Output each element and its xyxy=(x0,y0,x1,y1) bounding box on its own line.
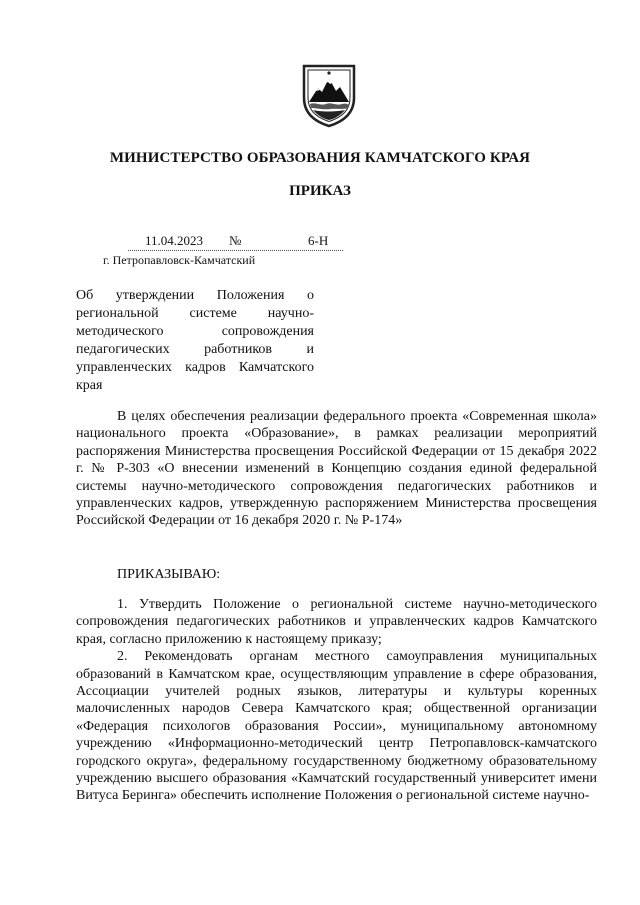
preamble-paragraph: В целях обеспечения реализации федерального проекта «Современная школа» национального проекта «Образование», в рамках реализации мероприятий распоряжения Министерства просвещения Российской Федерации от 15 декабря 2022 г. № Р-303 «О внесении изменений в Концепцию создания единой федеральной системы научно-методического сопровождения педагогических работников и управленческих кадров, утвержденную распоряжением Министерства просвещения Российской Федерации от 16 декабря 2020 г. № Р-174» xyxy=(76,409,597,529)
order-subject: Об утверждении Положения о региональной системе научно-методического сопровождения педагогических работников и управленческих кадров Камчатского края xyxy=(76,288,314,393)
order-word: ПРИКАЗЫВАЮ: xyxy=(117,567,221,582)
order-number: 6-Н xyxy=(308,233,329,248)
kamchatka-coat-of-arms-icon xyxy=(300,62,358,128)
order-item-1: 1. Утвердить Положение о региональной системе научно-методического сопровождения педагогических работников и управленческих кадров Камчатского края, согласно приложению к настоящему приказу; xyxy=(76,597,597,647)
ministry-title: МИНИСТЕРСТВО ОБРАЗОВАНИЯ КАМЧАТСКОГО КРАЯ xyxy=(109,150,531,166)
order-item-2: 2. Рекомендовать органам местного самоуправления муниципальных образований в Камчатском крае, осуществляющим управление в сфере образования, Ассоциации учителей родных языков, литературы и культуры коренных малочисленных народов Севера Камчатского края; общественной организации «Федерация психологов образования России», муниципальному автономному учреждению «Информационно-методический центр Петропавловск-камчатского городского округа», федеральному государственному бюджетному образовательному учреждению высшего образования «Камчатский государственный университет имени Витуса Беринга» обеспечить исполнение Положения о региональной системе научно- xyxy=(76,649,597,804)
order-date: 11.04.2023 xyxy=(145,233,204,248)
document-type-title: ПРИКАЗ xyxy=(289,183,351,199)
preamble xyxy=(76,408,597,530)
order-items xyxy=(76,596,597,805)
date-number-line xyxy=(128,233,343,251)
number-sign: № xyxy=(229,233,242,248)
city: г. Петропавловск-Камчатский xyxy=(103,253,256,267)
